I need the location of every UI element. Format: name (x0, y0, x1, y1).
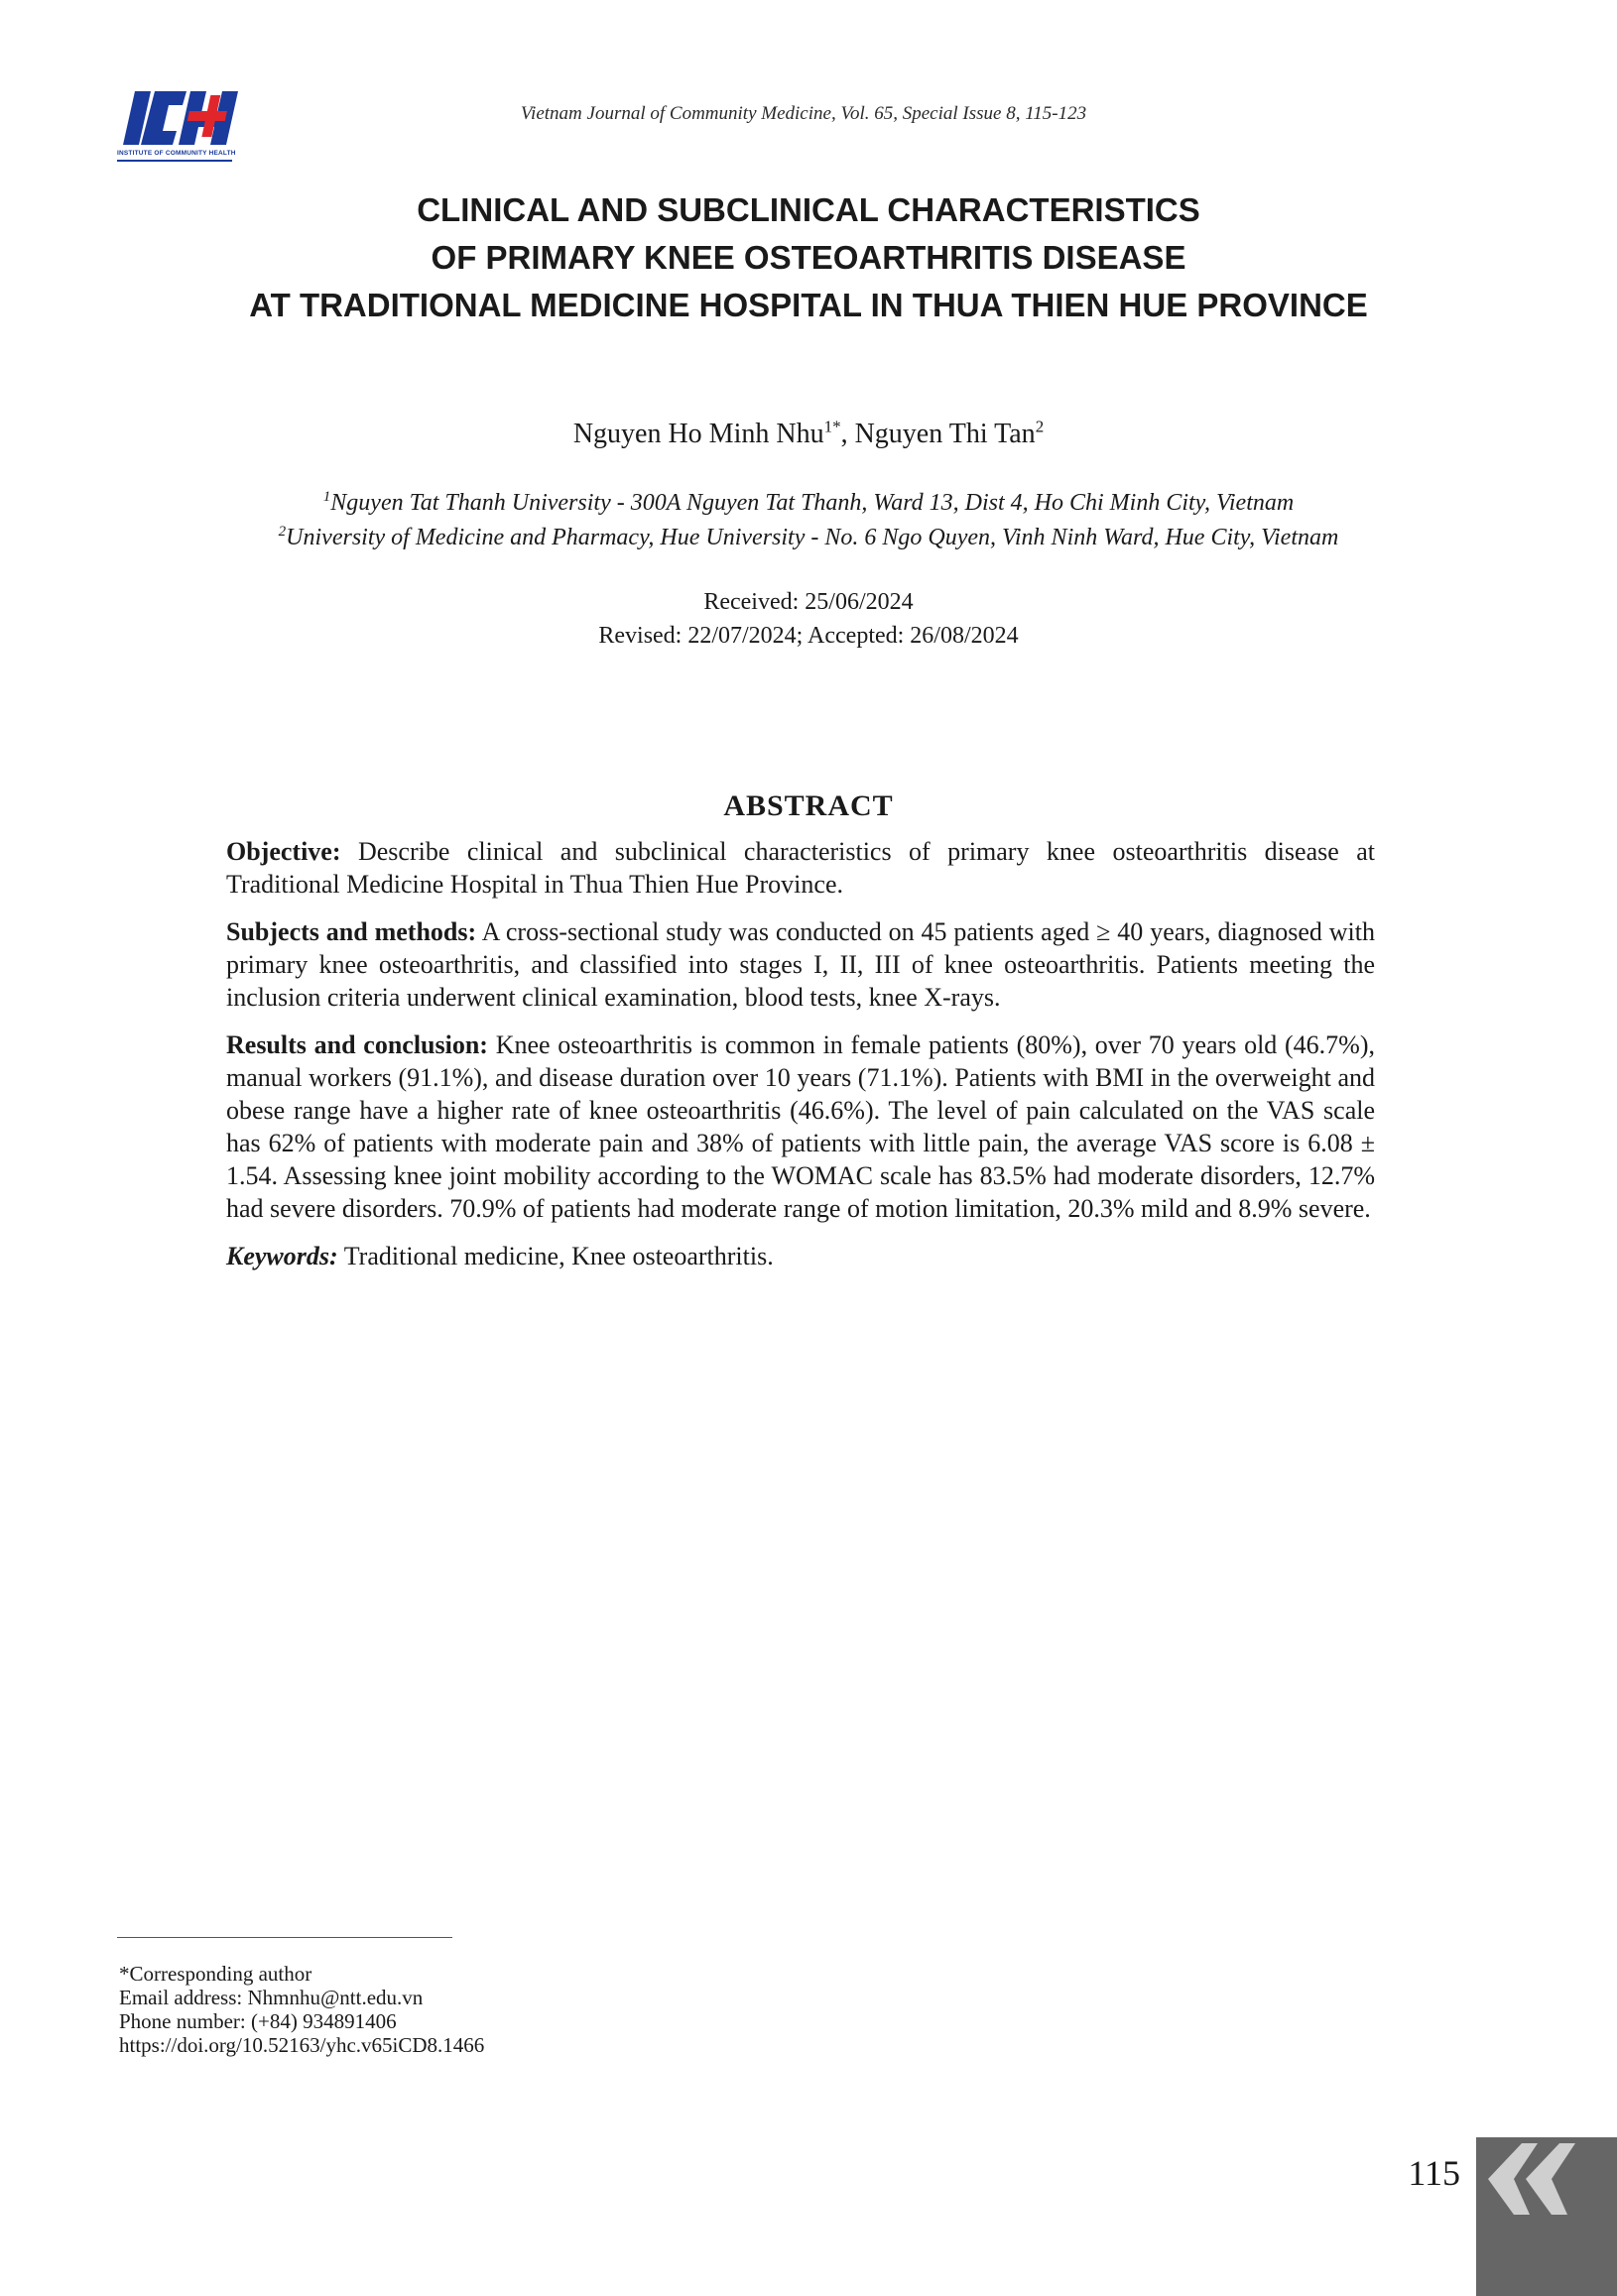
author-name: Nguyen Thi Tan (854, 419, 1036, 449)
author-affil-marker: 2 (1035, 417, 1045, 436)
logo-underline (117, 160, 232, 162)
title-line-3: AT TRADITIONAL MEDICINE HOSPITAL IN THUA THIEN HUE PROVINCE (249, 287, 1368, 323)
phone-number: Phone number: (+84) 934891406 (119, 2009, 397, 2033)
paper-title (99, 186, 1518, 329)
affiliations (99, 486, 1518, 555)
logo-caption: INSTITUTE OF COMMUNITY HEALTH (117, 150, 236, 157)
affiliation-marker: 2 (278, 524, 287, 540)
author-name: Nguyen Ho Minh Nhu (572, 419, 824, 449)
affiliation (99, 486, 1518, 521)
affiliation-text: Nguyen Tat Thanh University - 300A Nguyen Tat Thanh, Ward 13, Dist 4, Ho Chi Minh City, Vietnam (330, 490, 1295, 516)
results-text: Knee osteoarthritis is common in female patients (80%), over 70 years old (46.7%), manual workers (91.1%), and disease duration over 10 years (71.1%). Patients with BMI in the overweight and obese range have a higher rate of knee osteoarthritis (46.6%). The level of pain calculated on the VAS scale has 62% of patients with moderate pain and 38% of patients with little pain, the average VAS score is 6.08 ± 1.54. Assessing knee joint mobility according to the WOMAC scale has 83.5% had moderate disorders, 12.7% had severe disorders. 70.9% of patients had moderate range of motion limitation, 20.3% mild and 8.9% severe. (226, 1030, 1375, 1223)
email-address: Email address: Nhmnhu@ntt.edu.vn (119, 1986, 424, 2009)
title-line-1: CLINICAL AND SUBCLINICAL CHARACTERISTICS (417, 191, 1200, 228)
title-line-2: OF PRIMARY KNEE OSTEOARTHRITIS DISEASE (431, 239, 1186, 276)
affiliation-text: University of Medicine and Pharmacy, Hue University - No. 6 Ngo Quyen, Vinh Ninh Ward, Hue City, Vietnam (286, 525, 1339, 550)
author-list (99, 419, 1518, 450)
revised-accepted-date: Revised: 22/07/2024; Accepted: 26/08/2024 (598, 623, 1019, 649)
institute-logo-icon (117, 87, 248, 149)
abstract-methods (226, 915, 1375, 1014)
keywords-label: Keywords: (226, 1242, 338, 1270)
methods-label: Subjects and methods: (226, 917, 477, 946)
abstract-objective (226, 835, 1375, 901)
objective-label: Objective: (226, 837, 341, 866)
footnote (119, 1962, 484, 2057)
abstract-body (226, 835, 1375, 1287)
affiliation-marker: 1 (322, 489, 331, 505)
article-dates (99, 585, 1518, 653)
abstract-heading: ABSTRACT (723, 789, 894, 822)
page-corner-tab (1476, 2137, 1617, 2296)
abstract-results (226, 1028, 1375, 1225)
abstract-keywords (226, 1240, 1375, 1272)
journal-header: Vietnam Journal of Community Medicine, Vol. 65, Special Issue 8, 115-123 (520, 103, 1087, 124)
received-date: Received: 25/06/2024 (703, 589, 914, 615)
results-label: Results and conclusion: (226, 1030, 488, 1059)
journal-logo (117, 87, 248, 165)
methods-text: A cross-sectional study was conducted on 45 patients aged ≥ 40 years, diagnosed with primary knee osteoarthritis, and classified into stages I, II, III of knee osteoarthritis. Patients meeting the inclusion criteria underwent clinical examination, blood tests, knee X-rays. (226, 917, 1375, 1012)
author-affil-marker: 1* (823, 417, 841, 436)
affiliation (99, 521, 1518, 555)
author-separator: , (840, 419, 855, 449)
page-number: 115 (1408, 2153, 1460, 2193)
double-chevron-left-icon (1476, 2137, 1617, 2296)
footnote-divider (117, 1937, 452, 1938)
objective-text: Describe clinical and subclinical characteristics of primary knee osteoarthritis disease at Traditional Medicine Hospital in Thua Thien Hue Province. (226, 837, 1375, 899)
keywords-text: Traditional medicine, Knee osteoarthritis. (337, 1242, 774, 1270)
doi-link[interactable]: https://doi.org/10.52163/yhc.v65iCD8.1466 (119, 2033, 485, 2057)
corresponding-author-note: *Corresponding author (119, 1962, 312, 1986)
